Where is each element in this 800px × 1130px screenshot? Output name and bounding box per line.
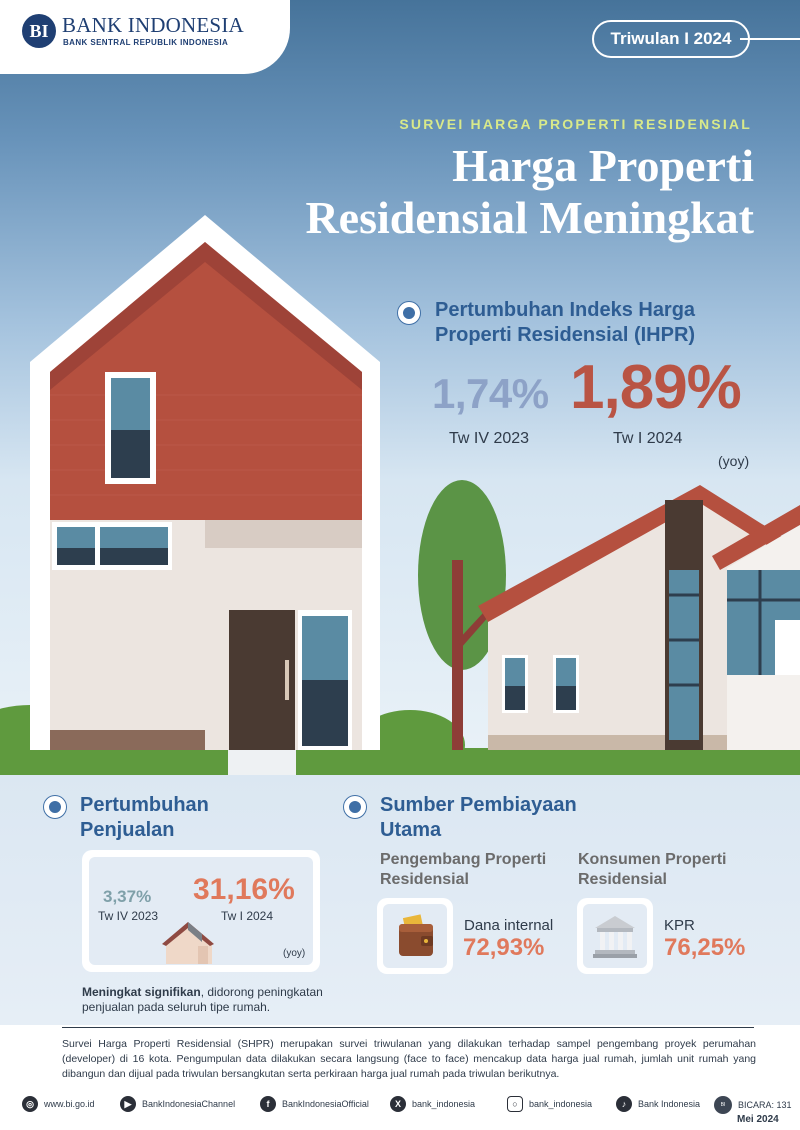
ihpr-previous-label: Tw IV 2023 [449,430,530,447]
instagram-label: bank_indonesia [529,1099,593,1109]
ihpr-basis: (yoy) [718,453,750,469]
consumer-heading: Konsumen Properti Residensial [578,851,727,888]
youtube-label: BankIndonesiaChannel [142,1099,236,1109]
footnote-divider [62,1027,754,1028]
developer-card [377,898,453,974]
footer-youtube[interactable] [120,1096,235,1112]
ihpr-current-label: Tw I 2024 [613,430,683,447]
logo-subtitle: BANK SENTRAL REPUBLIK INDONESIA [63,38,229,47]
consumer-card [577,898,653,974]
survey-kicker: SURVEI HARGA PROPERTI RESIDENSIAL [399,116,752,132]
sales-basis: (yoy) [283,948,306,959]
survey-footnote: Survei Harga Properti Residensial (SHPR) merupakan survei triwulanan yang dilakukan terhadap sampel pengembang proyek perumahan (developer) di 16 kota. Pengumpulan data dilakukan secara langsung (face to face) mencakup data harga jual rumah, jumlah unit rumah yang dibangun dan dijual pada triwulan bersangkutan serta perkiraan harga jual rumah pada triwulan berikutnya. [62,1038,756,1080]
facebook-label: BankIndonesiaOfficial [282,1099,369,1109]
footer-facebook[interactable] [260,1096,369,1112]
bank-indonesia-logo-icon: BI [22,14,56,48]
sales-note-text: , didorong peningkatan penjualan pada seluruh tipe rumah. [82,985,323,1014]
funding-heading: Sumber Pembiayaan Utama [380,794,577,841]
sales-previous-value: 3,37% [103,887,152,906]
developer-value: 72,93% [463,934,545,961]
ihpr-previous-value: 1,74% [432,370,549,417]
wallet-icon [383,904,447,968]
sales-current-value: 31,16% [193,873,295,906]
house-icon [160,918,216,966]
youtube-icon: ▶ [120,1096,136,1112]
consumer-value: 76,25% [664,934,746,961]
sales-previous-label: Tw IV 2023 [98,909,159,923]
bicara-icon: BI [714,1096,732,1114]
sales-note-emphasis: Meningkat signifikan [82,985,201,999]
developer-source: Dana internal [464,917,554,934]
bicara-label: BICARA: 131 [738,1100,792,1110]
x-icon: X [390,1096,406,1112]
sales-current-label: Tw I 2024 [221,909,274,923]
sales-heading: Pertumbuhan Penjualan [80,794,209,841]
ihpr-current-value: 1,89% [570,353,741,422]
logo-name: BANK INDONESIA [62,13,244,37]
consumer-card-inner [583,904,647,968]
sales-note [82,985,332,1015]
facebook-icon: f [260,1096,276,1112]
bank-building-icon [583,904,647,968]
website-label: www.bi.go.id [44,1099,95,1109]
logo-panel [0,0,290,74]
tiktok-icon: ♪ [616,1096,632,1112]
page-title: Harga Properti Residensial Meningkat [305,140,754,243]
footer-bicara[interactable] [714,1096,792,1114]
sales-bullet-icon [44,796,66,818]
funding-bullet-icon [344,796,366,818]
footer-tiktok[interactable] [616,1096,700,1112]
developer-card-inner [383,904,447,968]
publication-date: Mei 2024 [737,1114,779,1125]
period-badge: Triwulan I 2024 [592,20,750,58]
footer-instagram[interactable] [507,1096,592,1112]
developer-heading: Pengembang Properti Residensial [380,851,547,888]
x-label: bank_indonesia [412,1099,476,1109]
consumer-source: KPR [664,917,695,934]
footer-x[interactable] [390,1096,475,1112]
ihpr-heading: Pertumbuhan Indeks Harga Properti Residensial (IHPR) [435,299,696,346]
footer-website[interactable] [22,1096,95,1112]
tiktok-label: Bank Indonesia [638,1099,701,1109]
instagram-icon: ○ [507,1096,523,1112]
ihpr-bullet-icon [398,302,420,324]
globe-icon: ◎ [22,1096,38,1112]
